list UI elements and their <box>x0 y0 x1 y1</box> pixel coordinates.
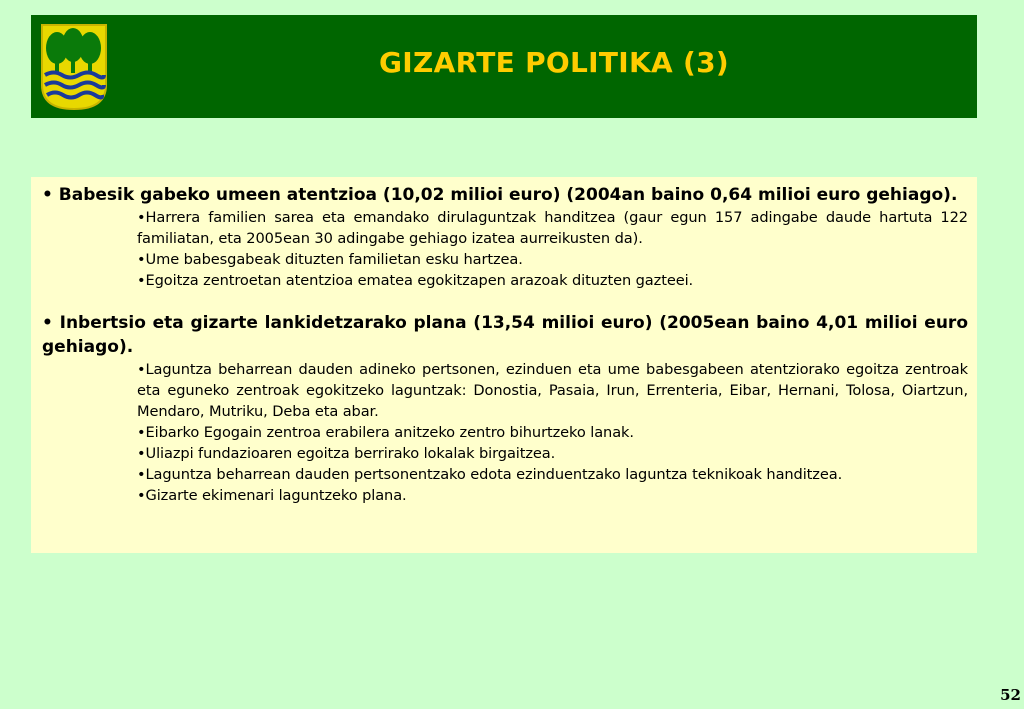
list-item: •Eibarko Egogain zentroa erabilera anitzeko zentro bihurtzeko lanak. <box>137 424 634 441</box>
page-title: GIZARTE POLITIKA (3) <box>379 46 729 79</box>
main-bullet-text: Babesik gabeko umeen atentzioa (10,02 milioi euro) (2004an baino 0,64 milioi euro gehiago). <box>58 185 958 205</box>
bullet-glyph: • <box>42 185 53 205</box>
main-bullet <box>42 183 968 207</box>
main-bullet <box>42 311 968 359</box>
spacer <box>42 291 968 311</box>
content-panel <box>31 177 977 553</box>
section-investment-plan <box>42 311 968 506</box>
main-bullet-text: Inbertsio eta gizarte lankidetzarako plana (13,54 milioi euro) (2005ean baino 4,01 milioi euro gehiago). <box>42 313 968 357</box>
header-bar <box>31 15 977 118</box>
list-item: •Laguntza beharrean dauden pertsonentzako edota ezinduentzako laguntza teknikoak handitzea. <box>137 466 843 483</box>
sub-list <box>137 359 968 506</box>
bullet-glyph: • <box>42 313 53 333</box>
coat-of-arms-icon <box>40 23 108 111</box>
page-number: 52 <box>1000 686 1021 704</box>
list-item: •Laguntza beharrean dauden adineko pertsonen, ezinduen eta ume babesgabeen atentziorako egoitza zentroak eta eguneko zentroak egokitzeko laguntzak: Donostia, Pasaia, Irun, Errenteria, Eibar, Hernani, Tolosa, Oiartzun, Mendaro, Mutriku, Deba eta abar. <box>137 361 968 420</box>
list-item: •Egoitza zentroetan atentzioa ematea egokitzapen arazoak dituzten gazteei. <box>137 272 694 289</box>
list-item: •Uliazpi fundazioaren egoitza berrirako lokalak birgaitzea. <box>137 445 556 462</box>
list-item: •Harrera familien sarea eta emandako dirulaguntzak handitzea (gaur egun 157 adingabe daude hartuta 122 familiatan, eta 2005ean 30 adingabe gehiago izatea aurreikusten da). <box>137 209 968 247</box>
sub-list <box>137 207 968 291</box>
list-item: •Gizarte ekimenari laguntzeko plana. <box>137 487 407 504</box>
list-item: •Ume babesgabeak dituzten familietan esku hartzea. <box>137 251 523 268</box>
section-child-care <box>42 183 968 291</box>
